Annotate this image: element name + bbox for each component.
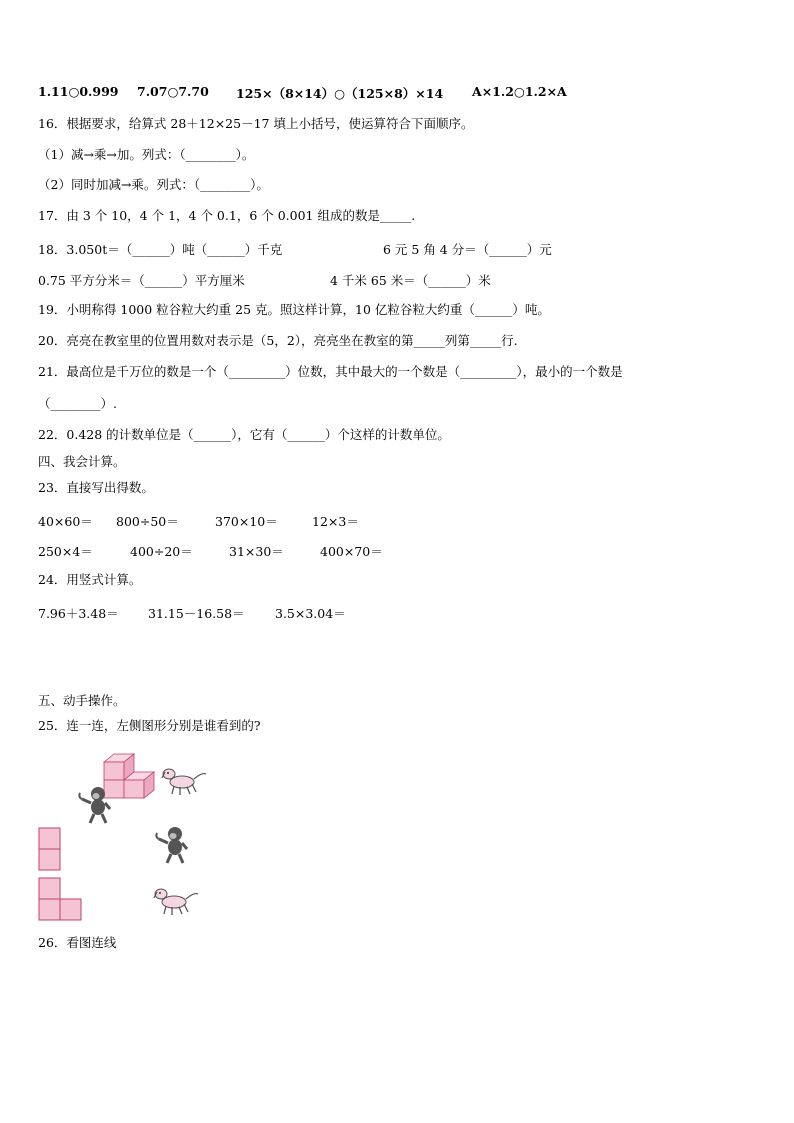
calc-item: 40×60＝: [38, 514, 93, 529]
q18-c: 0.75 平方分米＝（______）平方厘米: [38, 273, 245, 288]
calc-item: 400×70＝: [320, 544, 383, 559]
q16-stem: 16．根据要求，给算式 28＋12×25－17 填上小括号，使运算符合下面顺序。: [38, 116, 474, 131]
side-view-l-shape: [38, 877, 84, 921]
section-4-heading: 四、我会计算。: [38, 454, 126, 469]
calc-item: 800÷50＝: [116, 514, 179, 529]
vertical-calc-item: 31.15－16.58＝: [148, 606, 245, 621]
section-5-heading: 五、动手操作。: [38, 693, 126, 708]
q16-part2: （2）同时加减→乘。列式：（________）。: [38, 177, 269, 192]
q23-stem: 23．直接写出得数。: [38, 480, 154, 495]
front-view-two-squares: [38, 827, 62, 871]
calc-item: 250×4＝: [38, 544, 93, 559]
compare-1: 1.11○0.999: [38, 84, 119, 99]
vertical-calc-item: 7.96＋3.48＝: [38, 606, 119, 621]
calc-item: 370×10＝: [215, 514, 278, 529]
q18-b: 6 元 5 角 4 分＝（______）元: [383, 242, 552, 257]
compare-2: 7.07○7.70: [137, 84, 209, 99]
q18-d: 4 千米 65 米＝（______）米: [330, 273, 491, 288]
dog-icon: [160, 762, 208, 798]
monkey-icon: [155, 825, 191, 865]
q16-part1: （1）减→乘→加。列式：（________）。: [38, 147, 255, 162]
q25-stem: 25．连一连，左侧图形分别是谁看到的?: [38, 718, 261, 733]
calc-item: 400÷20＝: [130, 544, 193, 559]
calc-item: 12×3＝: [312, 514, 359, 529]
q20: 20．亮亮在教室里的位置用数对表示是（5，2），亮亮坐在教室的第_____列第_____行.: [38, 333, 518, 348]
q21-line1: 21．最高位是千万位的数是一个（_________）位数，其中最大的一个数是（_________），最小的一个数是: [38, 364, 623, 379]
monkey-icon: [78, 785, 114, 825]
q26-stem: 26．看图连线: [38, 935, 117, 950]
q21-line2: （________）.: [38, 396, 117, 411]
q17: 17．由 3 个 10，4 个 1，4 个 0.1，6 个 0.001 组成的数是_____.: [38, 208, 416, 223]
dog-icon: [152, 882, 200, 918]
q19: 19．小明称得 1000 粒谷粒大约重 25 克。照这样计算，10 亿粒谷粒大约重（______）吨。: [38, 302, 550, 317]
q18-a: 18．3.050t＝（______）吨（______）千克: [38, 242, 283, 257]
q22: 22．0.428 的计数单位是（______），它有（______）个这样的计数单位。: [38, 427, 450, 442]
vertical-calc-item: 3.5×3.04＝: [275, 606, 346, 621]
calc-item: 31×30＝: [229, 544, 284, 559]
compare-3: 125×（8×14）○（125×8）×14: [236, 86, 444, 101]
compare-4: A×1.2○1.2×A: [472, 84, 567, 99]
q24-stem: 24．用竖式计算。: [38, 572, 142, 587]
